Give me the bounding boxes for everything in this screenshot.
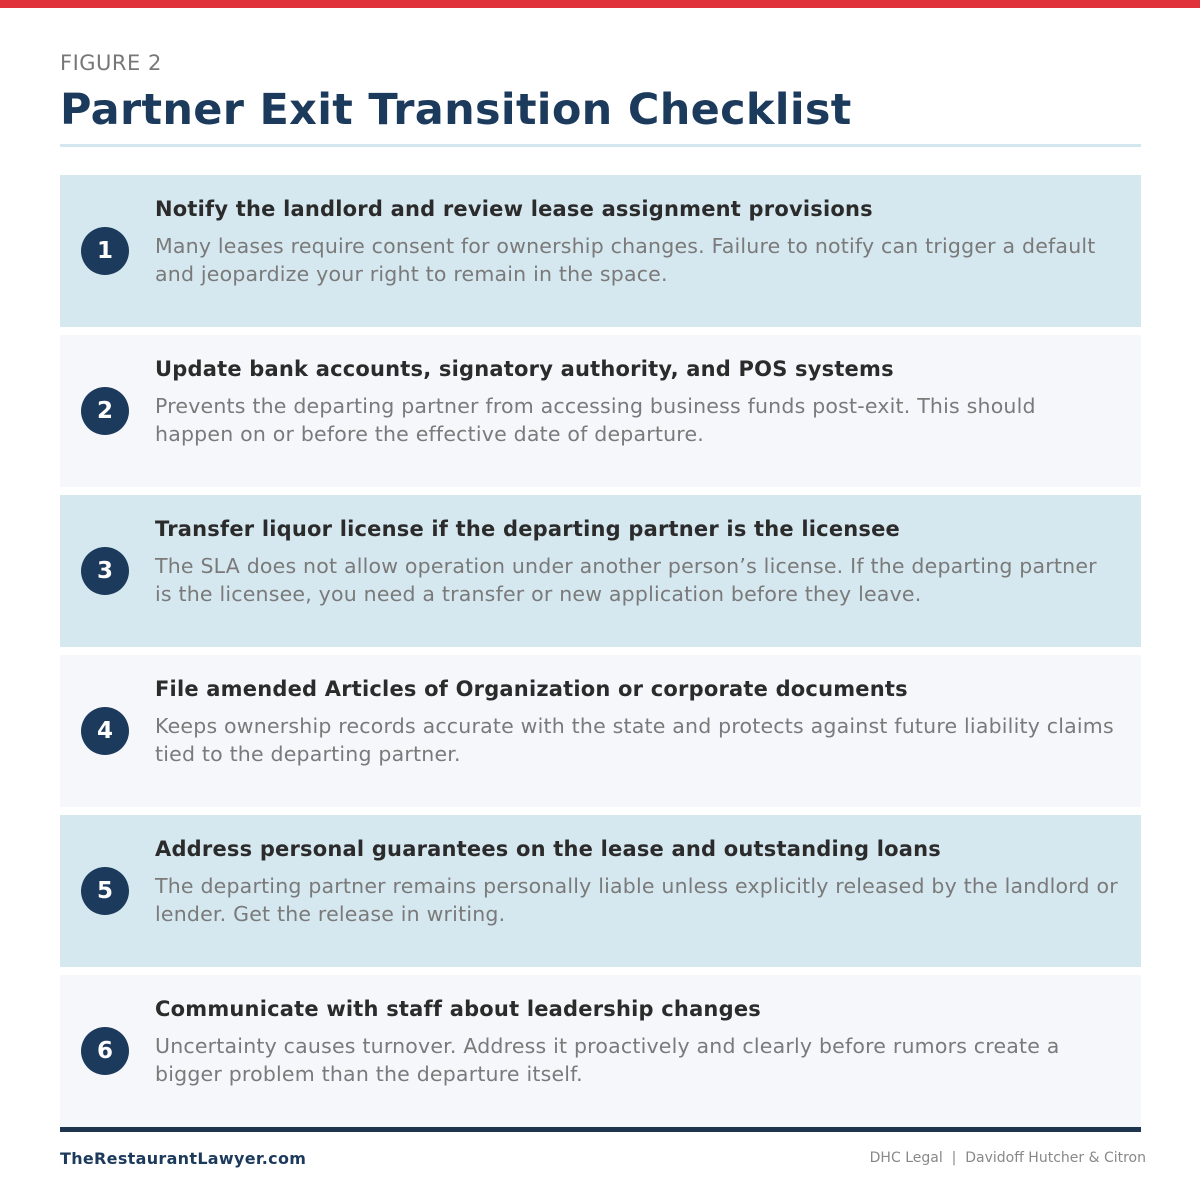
checklist-item <box>60 495 1141 647</box>
checklist-item-title: Address personal guarantees on the lease and outstanding loans <box>155 837 941 861</box>
checklist-item-description: The SLA does not allow operation under another person’s license. If the departing partner is the licensee, you need a transfer or new application before they leave. <box>155 554 1097 606</box>
checklist-item-title: Notify the landlord and review lease assignment provisions <box>155 197 873 221</box>
checklist-item <box>60 975 1141 1127</box>
top-accent-bar <box>0 0 1200 8</box>
step-number-badge: 5 <box>81 867 129 915</box>
checklist-item <box>60 655 1141 807</box>
footer-firm-credit: DHC Legal | Davidoff Hutcher & Citron <box>869 1150 1146 1166</box>
step-number-badge: 3 <box>81 547 129 595</box>
checklist-item <box>60 335 1141 487</box>
checklist-item-description: The departing partner remains personally liable unless explicitly released by the landlord or lender. Get the release in writing. <box>155 874 1118 926</box>
checklist-item-title: Communicate with staff about leadership changes <box>155 997 761 1021</box>
checklist-item-title: Transfer liquor license if the departing partner is the licensee <box>155 517 900 541</box>
checklist-item <box>60 815 1141 967</box>
footer-divider <box>60 1127 1141 1132</box>
checklist-item <box>60 175 1141 327</box>
title-divider <box>60 144 1141 147</box>
page-title: Partner Exit Transition Checklist <box>60 85 852 135</box>
step-number-badge: 6 <box>81 1027 129 1075</box>
checklist-item-description: Keeps ownership records accurate with the state and protects against future liability claims tied to the departing partner. <box>155 714 1114 766</box>
footer-site-name: TheRestaurantLawyer.com <box>60 1149 307 1168</box>
step-number-badge: 4 <box>81 707 129 755</box>
checklist-item-description: Many leases require consent for ownership changes. Failure to notify can trigger a default and jeopardize your right to remain in the space. <box>155 234 1096 286</box>
checklist-item-description: Uncertainty causes turnover. Address it proactively and clearly before rumors create a bigger problem than the departure itself. <box>155 1034 1060 1086</box>
checklist-item-title: Update bank accounts, signatory authority, and POS systems <box>155 357 894 381</box>
checklist-item-description: Prevents the departing partner from accessing business funds post-exit. This should happen on or before the effective date of departure. <box>155 394 1036 446</box>
step-number-badge: 2 <box>81 387 129 435</box>
step-number-badge: 1 <box>81 227 129 275</box>
checklist-item-title: File amended Articles of Organization or corporate documents <box>155 677 908 701</box>
figure-label: FIGURE 2 <box>60 51 162 75</box>
checklist <box>60 175 1141 1135</box>
